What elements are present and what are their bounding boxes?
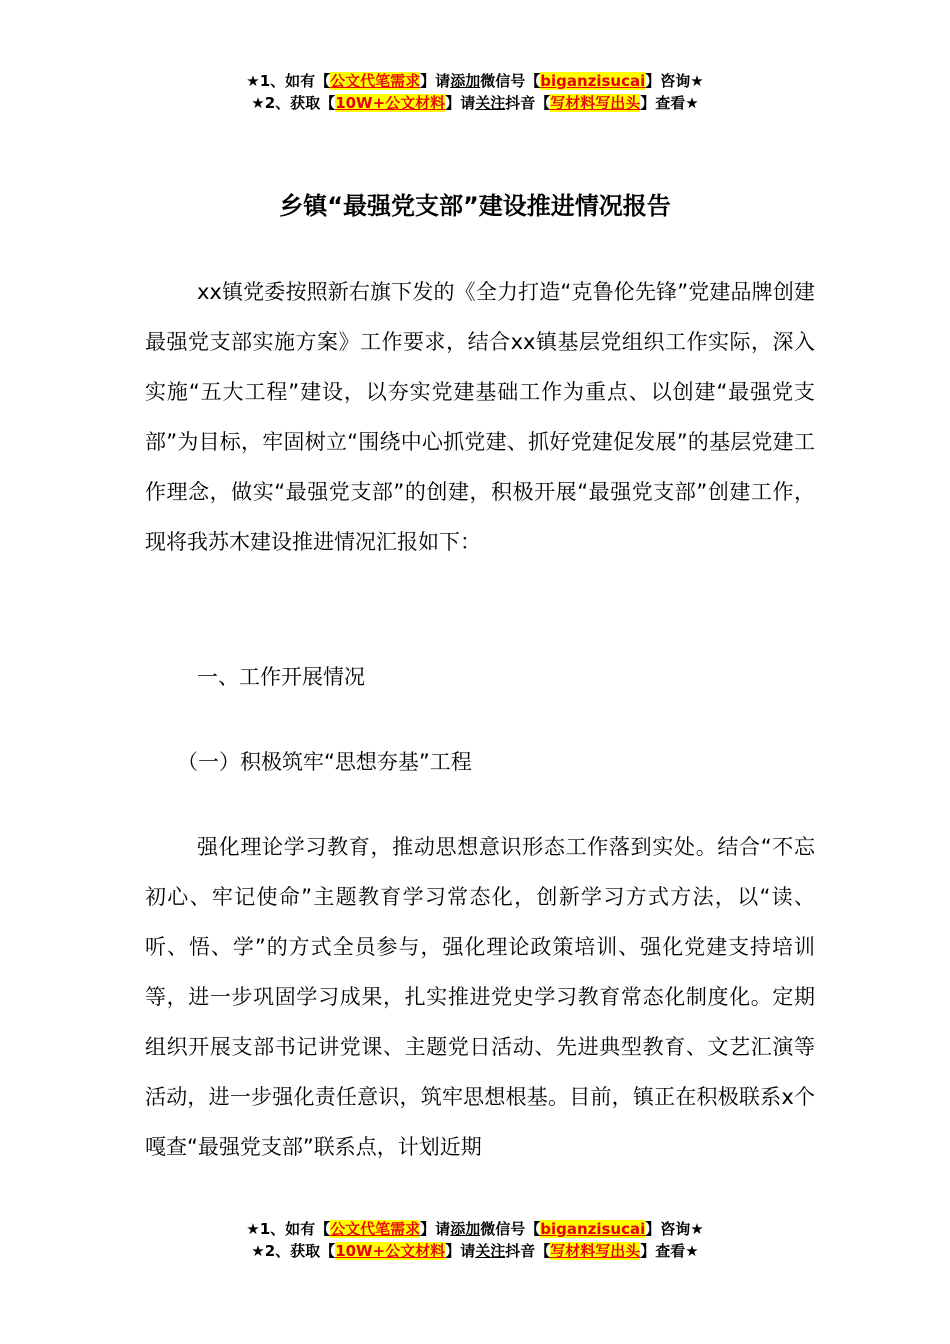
promo-text: ★2、获取【 [251, 1242, 336, 1260]
promo-wechat-id: biganzisucai [540, 1220, 646, 1238]
promo-line-1 [0, 1218, 950, 1240]
promo-wechat-id: biganzisucai [540, 72, 646, 90]
promo-text: 】请 [420, 1220, 451, 1238]
promo-text: 】咨询★ [645, 1220, 704, 1238]
promo-text: 】请 [445, 94, 476, 112]
promo-douyin-id: 写材料写出头 [550, 1242, 641, 1260]
promo-underlined: 关注 [475, 1242, 506, 1260]
promo-text: ★1、如有【 [246, 72, 331, 90]
promo-underlined: 关注 [475, 94, 506, 112]
promo-text: 】请 [420, 72, 451, 90]
promo-underlined: 添加 [450, 72, 481, 90]
promo-line-2 [0, 92, 950, 114]
promo-text: ★2、获取【 [251, 94, 336, 112]
promo-text: 微信号【 [480, 72, 541, 90]
promo-douyin-id: 写材料写出头 [550, 94, 641, 112]
promo-text: 】咨询★ [645, 72, 704, 90]
intro-paragraph: xx镇党委按照新右旗下发的《全力打造“克鲁伦先锋”党建品牌创建最强党支部实施方案》工作要求，结合xx镇基层党组织工作实际，深入实施“五大工程”建设，以夯实党建基础工作为重点、以创建“最强党支部”为目标，牢固树立“围绕中心抓党建、抓好党建促发展”的基层党建工作理念，做实“最强党支部”的创建，积极开展“最强党支部”创建工作，现将我苏木建设推进情况汇报如下： [145, 280, 815, 554]
subsection-heading: （一）积极筑牢“思想夯基”工程 [177, 750, 472, 774]
section-heading: 一、工作开展情况 [197, 665, 365, 689]
promo-text: ★1、如有【 [246, 1220, 331, 1238]
header-promo-banner [0, 70, 950, 114]
body-paragraph: 强化理论学习教育，推动思想意识形态工作落到实处。结合“不忘初心、牢记使命”主题教育学习常态化，创新学习方式方法，以“读、听、悟、学”的方式全员参与，强化理论政策培训、强化党建支持培训等，进一步巩固学习成果，扎实推进党史学习教育常态化制度化。定期组织开展支部书记讲党课、主题党日活动、先进典型教育、文艺汇演等活动，进一步强化责任意识，筑牢思想根基。目前，镇正在积极联系x个嘎查“最强党支部”联系点，计划近期 [145, 835, 815, 1159]
promo-line-2 [0, 1240, 950, 1262]
promo-highlight: 公文代笔需求 [330, 72, 421, 90]
promo-text: 微信号【 [480, 1220, 541, 1238]
promo-highlight: 10W+公文材料 [335, 94, 446, 112]
promo-text: 】查看★ [640, 1242, 699, 1260]
promo-text: 抖音【 [505, 1242, 551, 1260]
promo-highlight: 公文代笔需求 [330, 1220, 421, 1238]
promo-line-1 [0, 70, 950, 92]
promo-text: 】查看★ [640, 94, 699, 112]
document-title: 乡镇“最强党支部”建设推进情况报告 [279, 192, 671, 220]
promo-highlight: 10W+公文材料 [335, 1242, 446, 1260]
promo-underlined: 添加 [450, 1220, 481, 1238]
promo-text: 抖音【 [505, 94, 551, 112]
footer-promo-banner [0, 1218, 950, 1262]
promo-text: 】请 [445, 1242, 476, 1260]
